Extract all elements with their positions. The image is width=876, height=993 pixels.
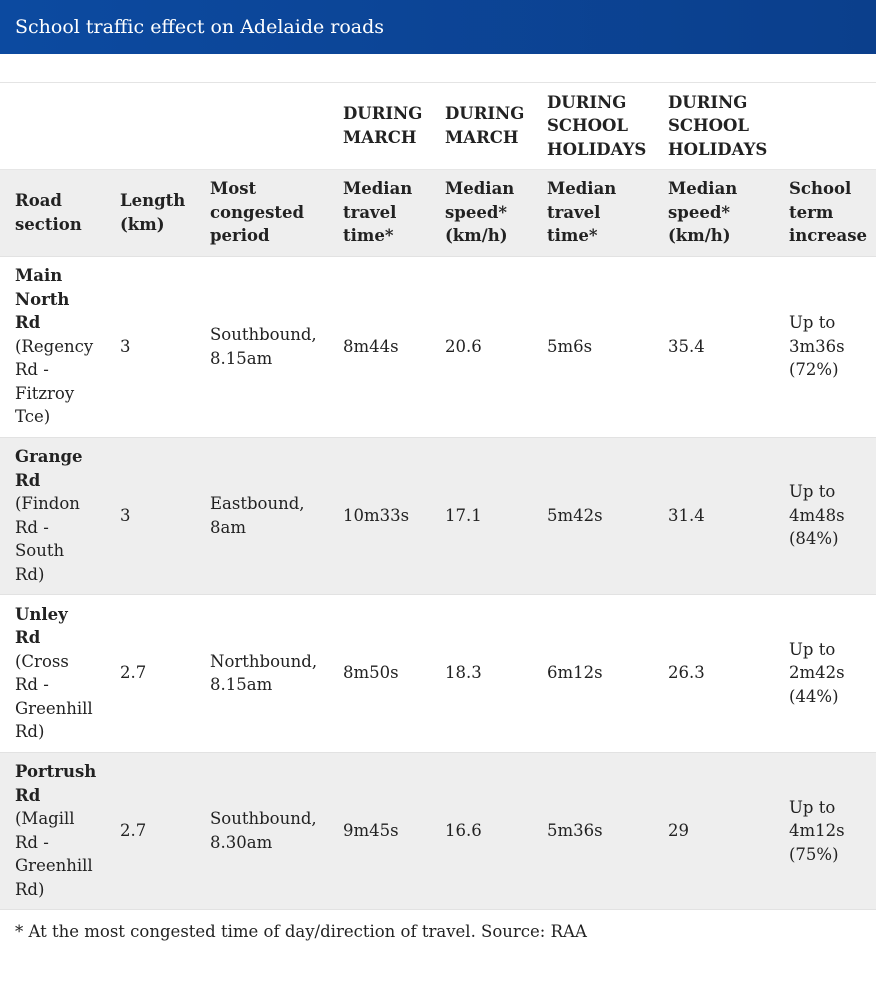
column-header: Length (km) [105, 169, 195, 256]
increase-cell: Up to 2m42s (44%) [774, 594, 876, 752]
length-cell: 2.7 [105, 594, 195, 752]
group-header-cell [0, 83, 105, 169]
column-header-row [0, 169, 876, 256]
road-section-cell [0, 594, 105, 752]
road-section-cell [0, 752, 105, 909]
group-header-cell: DURING MARCH [445, 104, 525, 147]
group-header-cell [195, 83, 328, 169]
column-header: Median speed* (km/h) [653, 169, 774, 256]
holiday-speed-cell: 31.4 [653, 437, 774, 594]
footnote: * At the most congested time of day/direction of travel. Source: RAA [0, 909, 876, 953]
road-extent: (Magill Rd - Greenhill Rd) [15, 809, 93, 899]
period-cell: Southbound, 8.30am [195, 752, 328, 909]
road-extent: (Regency Rd - Fitzroy Tce) [15, 336, 94, 427]
increase-cell: Up to 4m12s (75%) [774, 752, 876, 909]
road-section-cell [0, 256, 105, 437]
group-header-cell [105, 83, 195, 169]
march-time-cell: 8m50s [328, 594, 430, 752]
spacer [0, 54, 876, 83]
march-time-cell: 8m44s [328, 256, 430, 437]
holiday-speed-cell: 35.4 [653, 256, 774, 437]
group-header-cell [774, 83, 876, 169]
increase-cell: Up to 4m48s (84%) [774, 437, 876, 594]
road-name: Main North Rd [15, 266, 70, 333]
holiday-time-cell: 5m42s [532, 437, 653, 594]
march-speed-cell: 18.3 [430, 594, 532, 752]
length-cell: 3 [105, 437, 195, 594]
road-extent: (Findon Rd - South Rd) [15, 494, 80, 584]
group-header-cell: DURING SCHOOL HOLIDAYS [547, 92, 647, 159]
road-section-cell [0, 437, 105, 594]
page-title-bar [0, 0, 876, 54]
road-name: Grange Rd [15, 447, 83, 490]
column-header: Median speed* (km/h) [430, 169, 532, 256]
holiday-speed-cell: 29 [653, 752, 774, 909]
table-row [0, 594, 876, 752]
holiday-time-cell: 5m6s [532, 256, 653, 437]
page-title: School traffic effect on Adelaide roads [15, 16, 385, 38]
table-row [0, 256, 876, 437]
column-header: Median travel time* [532, 169, 653, 256]
period-cell: Southbound, 8.15am [195, 256, 328, 437]
holiday-time-cell: 5m36s [532, 752, 653, 909]
road-name: Unley Rd [15, 604, 68, 647]
road-extent: (Cross Rd - Greenhill Rd) [15, 651, 93, 741]
length-cell: 2.7 [105, 752, 195, 909]
column-header: Road section [0, 169, 105, 256]
group-header-cell: DURING SCHOOL HOLIDAYS [668, 92, 768, 159]
holiday-time-cell: 6m12s [532, 594, 653, 752]
table-row [0, 437, 876, 594]
holiday-speed-cell: 26.3 [653, 594, 774, 752]
column-header: Most congested period [195, 169, 328, 256]
length-cell: 3 [105, 256, 195, 437]
march-speed-cell: 17.1 [430, 437, 532, 594]
traffic-table [0, 83, 876, 909]
column-header: School term increase [774, 169, 876, 256]
group-header-row [0, 83, 876, 169]
period-cell: Northbound, 8.15am [195, 594, 328, 752]
march-time-cell: 9m45s [328, 752, 430, 909]
increase-cell: Up to 3m36s (72%) [774, 256, 876, 437]
march-speed-cell: 20.6 [430, 256, 532, 437]
road-name: Portrush Rd [15, 762, 97, 805]
period-cell: Eastbound, 8am [195, 437, 328, 594]
column-header: Median travel time* [328, 169, 430, 256]
table-row [0, 752, 876, 909]
march-speed-cell: 16.6 [430, 752, 532, 909]
march-time-cell: 10m33s [328, 437, 430, 594]
group-header-cell: DURING MARCH [343, 104, 423, 147]
